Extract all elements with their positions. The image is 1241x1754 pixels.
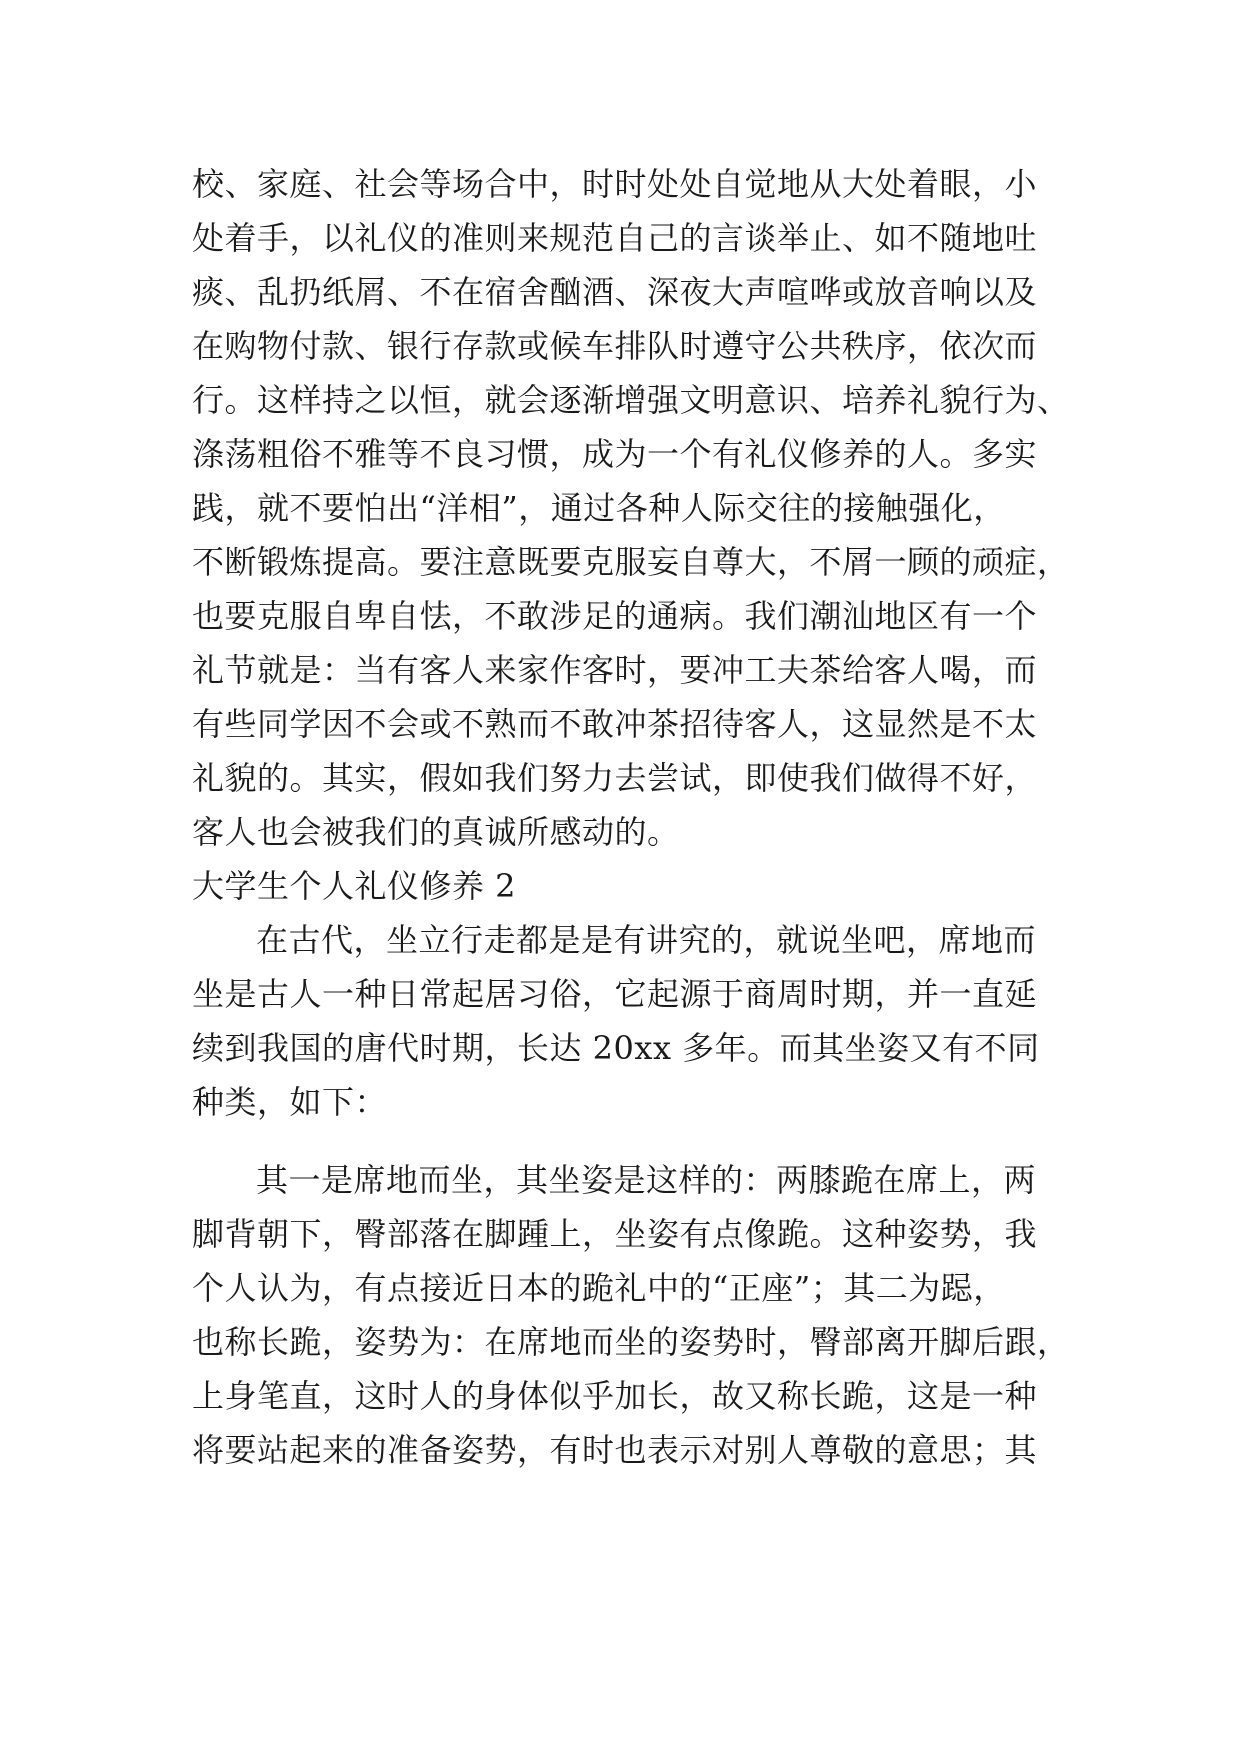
- paragraph-line: 礼节就是：当有客人来家作客时，要冲工夫茶给客人喝，而: [192, 651, 1038, 689]
- paragraph-line: 行。这样持之以恒，就会逐渐增强文明意识、培养礼貌行为、: [192, 381, 1070, 419]
- paragraph-line: 痰、乱扔纸屑、不在宿舍酗酒、深夜大声喧哗或放音响以及: [192, 273, 1038, 311]
- paragraph-line: 在购物付款、银行存款或候车排队时遵守公共秩序，依次而: [192, 327, 1038, 365]
- paragraph-line: 也要克服自卑自怯，不敢涉足的通病。我们潮汕地区有一个: [192, 597, 1038, 635]
- paragraph-line: 在古代，坐立行走都是是有讲究的，就说坐吧，席地而: [256, 921, 1037, 959]
- paragraph-line: 不断锻炼提高。要注意既要克服妄自尊大，不屑一顾的顽症，: [192, 543, 1070, 581]
- section-heading: 大学生个人礼仪修养 2: [192, 867, 517, 905]
- paragraph-line: 续到我国的唐代时期，长达 20xx 多年。而其坐姿又有不同: [192, 1029, 1040, 1067]
- paragraph-line: 上身笔直，这时人的身体似乎加长，故又称长跪，这是一种: [192, 1377, 1038, 1415]
- paragraph-line: 其一是席地而坐，其坐姿是这样的：两膝跪在席上，两: [256, 1161, 1037, 1199]
- paragraph-line: 种类，如下：: [192, 1083, 388, 1121]
- paragraph-line: 将要站起来的准备姿势，有时也表示对别人尊敬的意思；其: [192, 1431, 1038, 1469]
- paragraph-line: 有些同学因不会或不熟而不敢冲茶招待客人，这显然是不太: [192, 705, 1038, 743]
- paragraph-line: 客人也会被我们的真诚所感动的。: [192, 813, 680, 851]
- paragraph-line: 个人认为，有点接近日本的跪礼中的“正座”；其二为跽，: [192, 1269, 1006, 1307]
- paragraph-line: 坐是古人一种日常起居习俗，它起源于商周时期，并一直延: [192, 975, 1038, 1013]
- paragraph-line: 践，就不要怕出“洋相”，通过各种人际交往的接触强化，: [192, 489, 1006, 527]
- paragraph-line: 涤荡粗俗不雅等不良习惯，成为一个有礼仪修养的人。多实: [192, 435, 1038, 473]
- paragraph-line: 脚背朝下，臀部落在脚踵上，坐姿有点像跪。这种姿势，我: [192, 1215, 1038, 1253]
- paragraph-line: 礼貌的。其实，假如我们努力去尝试，即使我们做得不好，: [192, 759, 1038, 797]
- paragraph-line: 也称长跪，姿势为：在席地而坐的姿势时，臀部离开脚后跟，: [192, 1323, 1070, 1361]
- paragraph-line: 校、家庭、社会等场合中，时时处处自觉地从大处着眼，小: [192, 165, 1038, 203]
- paragraph-line: 处着手，以礼仪的准则来规范自己的言谈举止、如不随地吐: [192, 219, 1038, 257]
